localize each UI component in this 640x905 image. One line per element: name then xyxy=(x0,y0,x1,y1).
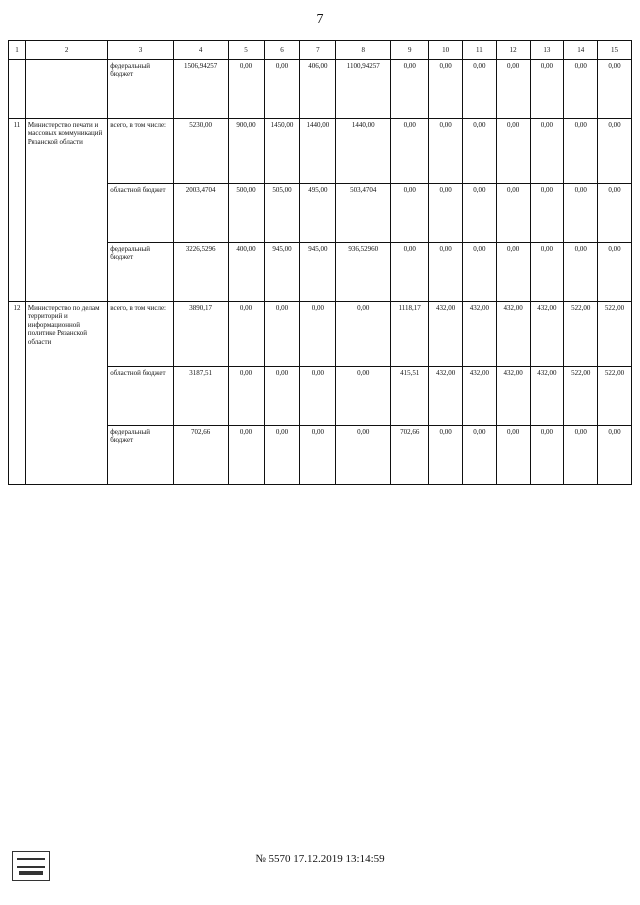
value-cell: 900,00 xyxy=(228,119,264,184)
organization-cell: Министерство печати и массовых коммуникаций Рязанской области xyxy=(25,119,107,302)
value-cell: 0,00 xyxy=(336,367,391,426)
value-cell: 0,00 xyxy=(391,119,429,184)
value-cell: 522,00 xyxy=(598,367,632,426)
value-cell: 0,00 xyxy=(530,60,564,119)
value-cell: 945,00 xyxy=(300,243,336,302)
value-cell: 0,00 xyxy=(564,119,598,184)
organization-cell: Министерство по делам территорий и информационной политике Рязанской области xyxy=(25,302,107,485)
value-cell: 406,00 xyxy=(300,60,336,119)
value-cell: 432,00 xyxy=(462,302,496,367)
column-header: 5 xyxy=(228,41,264,60)
table-row xyxy=(9,302,632,367)
column-header: 1 xyxy=(9,41,26,60)
value-cell: 0,00 xyxy=(228,302,264,367)
value-cell: 500,00 xyxy=(228,184,264,243)
row-number: 12 xyxy=(9,302,26,485)
value-cell: 0,00 xyxy=(598,60,632,119)
value-cell: 0,00 xyxy=(264,367,300,426)
document-registration-footer: № 5570 17.12.2019 13:14:59 xyxy=(255,853,385,865)
value-cell: 1440,00 xyxy=(300,119,336,184)
value-cell: 0,00 xyxy=(228,426,264,485)
value-cell: 432,00 xyxy=(496,367,530,426)
value-cell: 0,00 xyxy=(496,426,530,485)
value-cell: 0,00 xyxy=(429,426,463,485)
value-cell: 503,4704 xyxy=(336,184,391,243)
value-cell: 432,00 xyxy=(429,302,463,367)
column-header: 13 xyxy=(530,41,564,60)
value-cell: 0,00 xyxy=(462,426,496,485)
value-cell: 0,00 xyxy=(564,243,598,302)
funding-source-cell: всего, в том числе: xyxy=(108,302,173,367)
column-header: 9 xyxy=(391,41,429,60)
value-cell: 0,00 xyxy=(391,60,429,119)
value-cell: 0,00 xyxy=(496,243,530,302)
value-cell: 432,00 xyxy=(462,367,496,426)
column-header: 11 xyxy=(462,41,496,60)
value-cell: 0,00 xyxy=(462,60,496,119)
value-cell: 0,00 xyxy=(300,367,336,426)
page-number: 7 xyxy=(316,12,324,27)
value-cell: 702,66 xyxy=(173,426,228,485)
value-cell: 0,00 xyxy=(564,60,598,119)
value-cell: 432,00 xyxy=(429,367,463,426)
value-cell: 2003,4704 xyxy=(173,184,228,243)
column-header: 2 xyxy=(25,41,107,60)
column-header: 6 xyxy=(264,41,300,60)
value-cell: 0,00 xyxy=(462,184,496,243)
value-cell: 0,00 xyxy=(264,426,300,485)
header-row xyxy=(9,41,632,60)
column-header: 10 xyxy=(429,41,463,60)
funding-source-cell: областной бюджет xyxy=(108,184,173,243)
value-cell: 0,00 xyxy=(264,302,300,367)
value-cell: 0,00 xyxy=(429,184,463,243)
value-cell: 1440,00 xyxy=(336,119,391,184)
column-header: 8 xyxy=(336,41,391,60)
value-cell: 0,00 xyxy=(564,426,598,485)
value-cell: 0,00 xyxy=(391,243,429,302)
funding-source-cell: областной бюджет xyxy=(108,367,173,426)
value-cell: 432,00 xyxy=(530,302,564,367)
value-cell: 0,00 xyxy=(429,243,463,302)
column-header: 12 xyxy=(496,41,530,60)
column-header: 15 xyxy=(598,41,632,60)
value-cell: 495,00 xyxy=(300,184,336,243)
value-cell: 0,00 xyxy=(530,243,564,302)
value-cell: 0,00 xyxy=(462,243,496,302)
value-cell: 1118,17 xyxy=(391,302,429,367)
value-cell: 0,00 xyxy=(598,426,632,485)
value-cell: 3890,17 xyxy=(173,302,228,367)
value-cell: 3187,51 xyxy=(173,367,228,426)
value-cell: 0,00 xyxy=(564,184,598,243)
value-cell: 432,00 xyxy=(530,367,564,426)
value-cell: 0,00 xyxy=(228,60,264,119)
funding-source-cell: всего, в том числе: xyxy=(108,119,173,184)
funding-source-cell: федеральный бюджет xyxy=(108,60,173,119)
value-cell: 5230,00 xyxy=(173,119,228,184)
value-cell: 0,00 xyxy=(598,119,632,184)
funding-source-cell: федеральный бюджет xyxy=(108,243,173,302)
value-cell: 0,00 xyxy=(598,184,632,243)
value-cell: 1450,00 xyxy=(264,119,300,184)
value-cell: 0,00 xyxy=(530,184,564,243)
value-cell: 0,00 xyxy=(300,302,336,367)
budget-table xyxy=(8,40,632,485)
value-cell: 0,00 xyxy=(496,119,530,184)
value-cell: 432,00 xyxy=(496,302,530,367)
value-cell: 522,00 xyxy=(598,302,632,367)
value-cell: 0,00 xyxy=(530,119,564,184)
value-cell: 0,00 xyxy=(429,60,463,119)
value-cell: 0,00 xyxy=(530,426,564,485)
value-cell: 0,00 xyxy=(300,426,336,485)
value-cell: 0,00 xyxy=(264,60,300,119)
value-cell: 522,00 xyxy=(564,367,598,426)
value-cell: 415,51 xyxy=(391,367,429,426)
value-cell: 3226,5296 xyxy=(173,243,228,302)
row-number: 11 xyxy=(9,119,26,302)
table-row xyxy=(9,119,632,184)
value-cell: 1100,94257 xyxy=(336,60,391,119)
value-cell: 945,00 xyxy=(264,243,300,302)
value-cell: 0,00 xyxy=(496,60,530,119)
value-cell: 0,00 xyxy=(429,119,463,184)
row-number xyxy=(9,60,26,119)
column-header: 7 xyxy=(300,41,336,60)
organization-cell xyxy=(25,60,107,119)
value-cell: 0,00 xyxy=(336,302,391,367)
value-cell: 400,00 xyxy=(228,243,264,302)
value-cell: 702,66 xyxy=(391,426,429,485)
value-cell: 0,00 xyxy=(336,426,391,485)
column-header: 14 xyxy=(564,41,598,60)
value-cell: 522,00 xyxy=(564,302,598,367)
value-cell: 936,52960 xyxy=(336,243,391,302)
column-header: 4 xyxy=(173,41,228,60)
funding-source-cell: федеральный бюджет xyxy=(108,426,173,485)
value-cell: 0,00 xyxy=(598,243,632,302)
column-header: 3 xyxy=(108,41,173,60)
table-row xyxy=(9,60,632,119)
value-cell: 0,00 xyxy=(496,184,530,243)
value-cell: 505,00 xyxy=(264,184,300,243)
value-cell: 0,00 xyxy=(391,184,429,243)
value-cell: 0,00 xyxy=(462,119,496,184)
value-cell: 0,00 xyxy=(228,367,264,426)
value-cell: 1506,94257 xyxy=(173,60,228,119)
